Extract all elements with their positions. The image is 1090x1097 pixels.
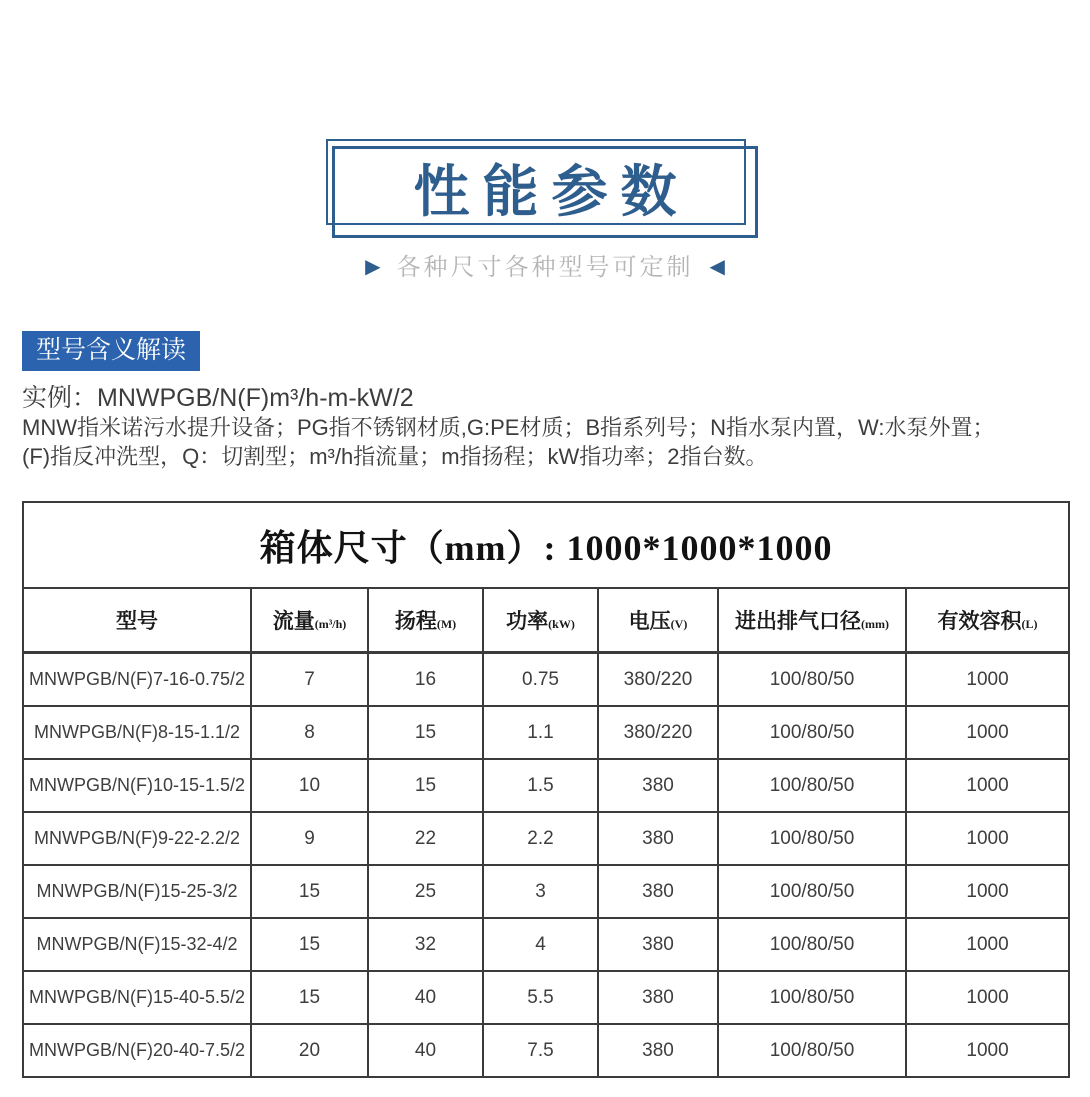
- column-header-diameter: 进出排气口径(mm): [718, 588, 906, 653]
- cell-flow: 20: [251, 1024, 368, 1077]
- table-row: [23, 759, 1069, 812]
- page: [0, 146, 1090, 1078]
- cell-model: MNWPGB/N(F)8-15-1.1/2: [23, 706, 251, 759]
- cell-head: 32: [368, 918, 483, 971]
- cell-model: MNWPGB/N(F)15-32-4/2: [23, 918, 251, 971]
- cell-voltage: 380: [598, 1024, 718, 1077]
- cell-power: 1.5: [483, 759, 598, 812]
- cell-diameter: 100/80/50: [718, 971, 906, 1024]
- cell-voltage: 380: [598, 918, 718, 971]
- cell-power: 2.2: [483, 812, 598, 865]
- cell-diameter: 100/80/50: [718, 1024, 906, 1077]
- cell-head: 15: [368, 759, 483, 812]
- cell-voltage: 380/220: [598, 706, 718, 759]
- cell-diameter: 100/80/50: [718, 759, 906, 812]
- column-header-flow: 流量(m³/h): [251, 588, 368, 653]
- table-row: [23, 706, 1069, 759]
- table-row: [23, 812, 1069, 865]
- cell-diameter: 100/80/50: [718, 653, 906, 707]
- cell-power: 0.75: [483, 653, 598, 707]
- cell-head: 40: [368, 1024, 483, 1077]
- table-title: 箱体尺寸（mm）: 1000*1000*1000: [23, 502, 1069, 588]
- column-header-volume: 有效容积(L): [906, 588, 1069, 653]
- model-meaning-badge: 型号含义解读: [22, 331, 200, 371]
- cell-diameter: 100/80/50: [718, 918, 906, 971]
- column-header-voltage: 电压(V): [598, 588, 718, 653]
- cell-diameter: 100/80/50: [718, 812, 906, 865]
- cell-flow: 8: [251, 706, 368, 759]
- cell-volume: 1000: [906, 759, 1069, 812]
- column-header-head: 扬程(M): [368, 588, 483, 653]
- cell-volume: 1000: [906, 653, 1069, 707]
- cell-volume: 1000: [906, 865, 1069, 918]
- cell-head: 15: [368, 706, 483, 759]
- cell-diameter: 100/80/50: [718, 865, 906, 918]
- cell-power: 3: [483, 865, 598, 918]
- table-header-row: [23, 588, 1069, 653]
- cell-voltage: 380/220: [598, 653, 718, 707]
- page-title: 性能参数: [413, 160, 690, 223]
- triangle-right-icon: ▶: [365, 256, 381, 278]
- cell-flow: 10: [251, 759, 368, 812]
- cell-flow: 7: [251, 653, 368, 707]
- cell-power: 7.5: [483, 1024, 598, 1077]
- column-header-power: 功率(kW): [483, 588, 598, 653]
- cell-model: MNWPGB/N(F)9-22-2.2/2: [23, 812, 251, 865]
- page-subtitle: [0, 252, 1090, 283]
- cell-volume: 1000: [906, 918, 1069, 971]
- column-header-model: 型号: [23, 588, 251, 653]
- cell-model: MNWPGB/N(F)15-40-5.5/2: [23, 971, 251, 1024]
- model-description-line-1: MNW指米诺污水提升设备；PG指不锈钢材质,G:PE材质；B指系列号；N指水泵内置，W:水泵外置；: [22, 415, 995, 440]
- table-row: [23, 971, 1069, 1024]
- cell-volume: 1000: [906, 706, 1069, 759]
- cell-voltage: 380: [598, 812, 718, 865]
- cell-voltage: 380: [598, 971, 718, 1024]
- model-description-line-2: (F)指反冲洗型，Q：切割型；m³/h指流量；m指扬程；kW指功率；2指台数。: [22, 444, 768, 469]
- cell-model: MNWPGB/N(F)15-25-3/2: [23, 865, 251, 918]
- page-subtitle-text: 各种尺寸各种型号可定制: [396, 254, 694, 281]
- cell-head: 16: [368, 653, 483, 707]
- cell-flow: 15: [251, 865, 368, 918]
- model-example-line: 实例：MNWPGB/N(F)m³/h-m-kW/2: [22, 384, 414, 412]
- cell-power: 4: [483, 918, 598, 971]
- table-row: [23, 1024, 1069, 1077]
- cell-head: 22: [368, 812, 483, 865]
- cell-flow: 15: [251, 918, 368, 971]
- page-title-frame: [332, 146, 758, 238]
- cell-voltage: 380: [598, 759, 718, 812]
- spec-table: [22, 501, 1070, 1078]
- cell-flow: 9: [251, 812, 368, 865]
- table-row: [23, 653, 1069, 707]
- cell-diameter: 100/80/50: [718, 706, 906, 759]
- cell-volume: 1000: [906, 971, 1069, 1024]
- cell-model: MNWPGB/N(F)7-16-0.75/2: [23, 653, 251, 707]
- table-row: [23, 865, 1069, 918]
- cell-volume: 1000: [906, 1024, 1069, 1077]
- model-description: [22, 383, 1068, 471]
- cell-voltage: 380: [598, 865, 718, 918]
- cell-power: 5.5: [483, 971, 598, 1024]
- cell-head: 40: [368, 971, 483, 1024]
- cell-head: 25: [368, 865, 483, 918]
- cell-flow: 15: [251, 971, 368, 1024]
- spec-table-container: [22, 501, 1068, 1078]
- table-title-row: [23, 502, 1069, 588]
- cell-volume: 1000: [906, 812, 1069, 865]
- cell-power: 1.1: [483, 706, 598, 759]
- triangle-left-icon: ◀: [709, 256, 725, 278]
- cell-model: MNWPGB/N(F)20-40-7.5/2: [23, 1024, 251, 1077]
- table-row: [23, 918, 1069, 971]
- cell-model: MNWPGB/N(F)10-15-1.5/2: [23, 759, 251, 812]
